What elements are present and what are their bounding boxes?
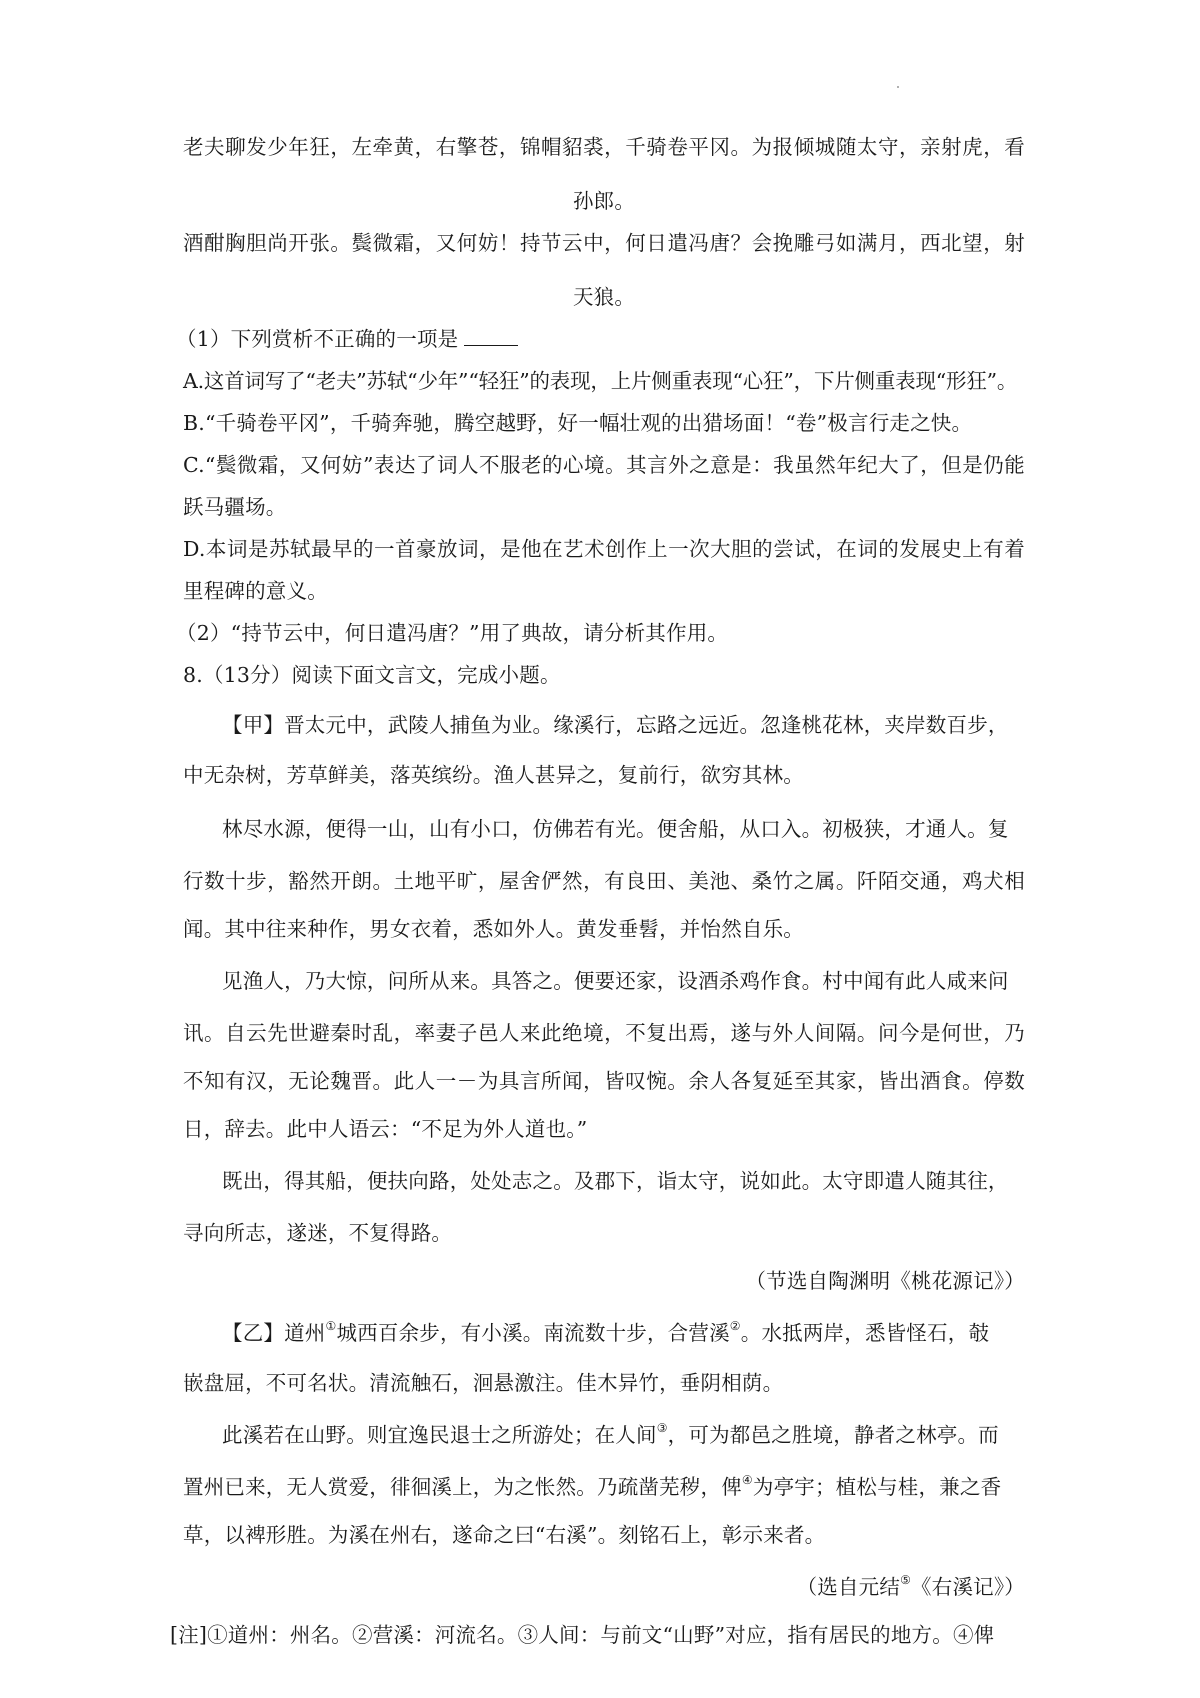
option-d-cont: 里程碑的意义。 [183, 579, 328, 603]
text-run: 【乙】道州 [222, 1321, 326, 1345]
question-7-2: （2）“持节云中，何日遣冯唐？”用了典故，请分析其作用。 [176, 621, 729, 645]
poem-line: 天狼。 [572, 285, 636, 309]
footnote-marker: ② [729, 1319, 741, 1334]
question-8-heading: 8.（13分）阅读下面文言文，完成小题。 [183, 663, 561, 687]
passage-yi-source [797, 1572, 1025, 1602]
question-7-1 [176, 324, 518, 354]
passage-jia-line: 讯。自云先世避秦时乱，率妻子邑人来此绝境，不复出焉，遂与外人间隔。问今是何世，乃 [183, 1021, 1025, 1045]
text-run: （选自元结 [796, 1575, 901, 1599]
footnote-line: [注]①道州：州名。②营溪：河流名。③人间：与前文“山野”对应，指有居民的地方。④俾 [170, 1623, 995, 1647]
poem-line: 孙郎。 [572, 189, 636, 213]
text-run: 《右溪记》） [911, 1575, 1025, 1599]
footnote-marker: ⑤ [900, 1573, 912, 1588]
passage-jia-line: 行数十步，豁然开朗。土地平旷，屋舍俨然，有良田、美池、桑竹之属。阡陌交通，鸡犬相 [183, 869, 1025, 893]
footnote-marker: ① [325, 1319, 337, 1334]
text-run: 此溪若在山野。则宜逸民退士之所游处；在人间 [222, 1423, 657, 1447]
answer-blank[interactable] [464, 325, 518, 346]
passage-jia-line: 中无杂树，芳草鲜美，落英缤纷。渔人甚异之，复前行，欲穷其林。 [183, 763, 804, 787]
passage-jia-line: 既出，得其船，便扶向路，处处志之。及郡下，诣太守，说如此。太守即遣人随其往， [222, 1169, 1009, 1193]
poem-line: 老夫聊发少年狂，左牵黄，右擎苍，锦帽貂裘，千骑卷平冈。为报倾城随太守，亲射虎，看 [183, 135, 1025, 159]
footnote-marker: ④ [741, 1473, 753, 1488]
passage-yi-line: 草，以裨形胜。为溪在州右，遂命之曰“右溪”。刻铭石上，彰示来者。 [183, 1523, 826, 1547]
poem-line: 酒酣胸胆尚开张。鬓微霜，又何妨！持节云中，何日遣冯唐？会挽雕弓如满月，西北望，射 [183, 231, 1025, 255]
footnote-marker: ③ [656, 1421, 668, 1436]
passage-jia-line: 见渔人，乃大惊，问所从来。具答之。便要还家，设酒杀鸡作食。村中闻有此人咸来问 [222, 969, 1009, 993]
passage-jia-source: （节选自陶渊明《桃花源记》） [745, 1269, 1025, 1293]
option-a: A.这首词写了“老夫”苏轼“少年”“轻狂”的表现，上片侧重表现“心狂”，下片侧重表现“形狂”。 [183, 369, 1018, 393]
passage-jia-line: 寻向所志，遂迷，不复得路。 [183, 1221, 453, 1245]
passage-jia-line: 【甲】晋太元中，武陵人捕鱼为业。缘溪行，忘路之远近。忽逢桃花林，夹岸数百步， [222, 713, 1009, 737]
question-text: （1）下列赏析不正确的一项是 [176, 327, 459, 351]
text-run: 。水抵两岸，悉皆怪石，攲 [740, 1321, 990, 1345]
passage-yi-line [222, 1420, 999, 1450]
passage-yi-line [222, 1318, 989, 1348]
text-run: 置州已来，无人赏爱，徘徊溪上，为之怅然。乃疏凿芜秽，俾 [183, 1475, 742, 1499]
passage-yi-line: 嵌盘屈，不可名状。清流触石，洄悬激注。佳木异竹，垂阴相荫。 [183, 1371, 784, 1395]
passage-yi-line [183, 1472, 1001, 1502]
text-run: ，可为都邑之胜境，静者之林亭。而 [667, 1423, 999, 1447]
option-c: C.“鬓微霜，又何妨”表达了词人不服老的心境。其言外之意是：我虽然年纪大了，但是仍能 [183, 453, 1025, 477]
passage-jia-line: 林尽水源，便得一山，山有小口，仿佛若有光。便舍船，从口入。初极狭，才通人。复 [222, 817, 1009, 841]
option-c-cont: 跃马疆场。 [183, 495, 287, 519]
passage-jia-line: 不知有汉，无论魏晋。此人一－为具言所闻，皆叹惋。余人各复延至其家，皆出酒食。停数 [183, 1069, 1025, 1093]
option-d: D.本词是苏轼最早的一首豪放词，是他在艺术创作上一次大胆的尝试，在词的发展史上有着 [183, 537, 1025, 561]
passage-jia-line: 闻。其中往来种作，男女衣着，悉如外人。黄发垂髫，并怡然自乐。 [183, 917, 804, 941]
option-b: B.“千骑卷平冈”，千骑奔驰，腾空越野，好一幅壮观的出猎场面！“卷”极言行走之快。 [183, 411, 973, 435]
passage-jia-line: 日，辞去。此中人语云：“不足为外人道也。” [183, 1117, 588, 1141]
scan-speck [897, 86, 899, 88]
text-run: 为亭宇；植松与桂，兼之香 [752, 1475, 1002, 1499]
text-run: 城西百余步，有小溪。南流数十步，合营溪 [336, 1321, 730, 1345]
